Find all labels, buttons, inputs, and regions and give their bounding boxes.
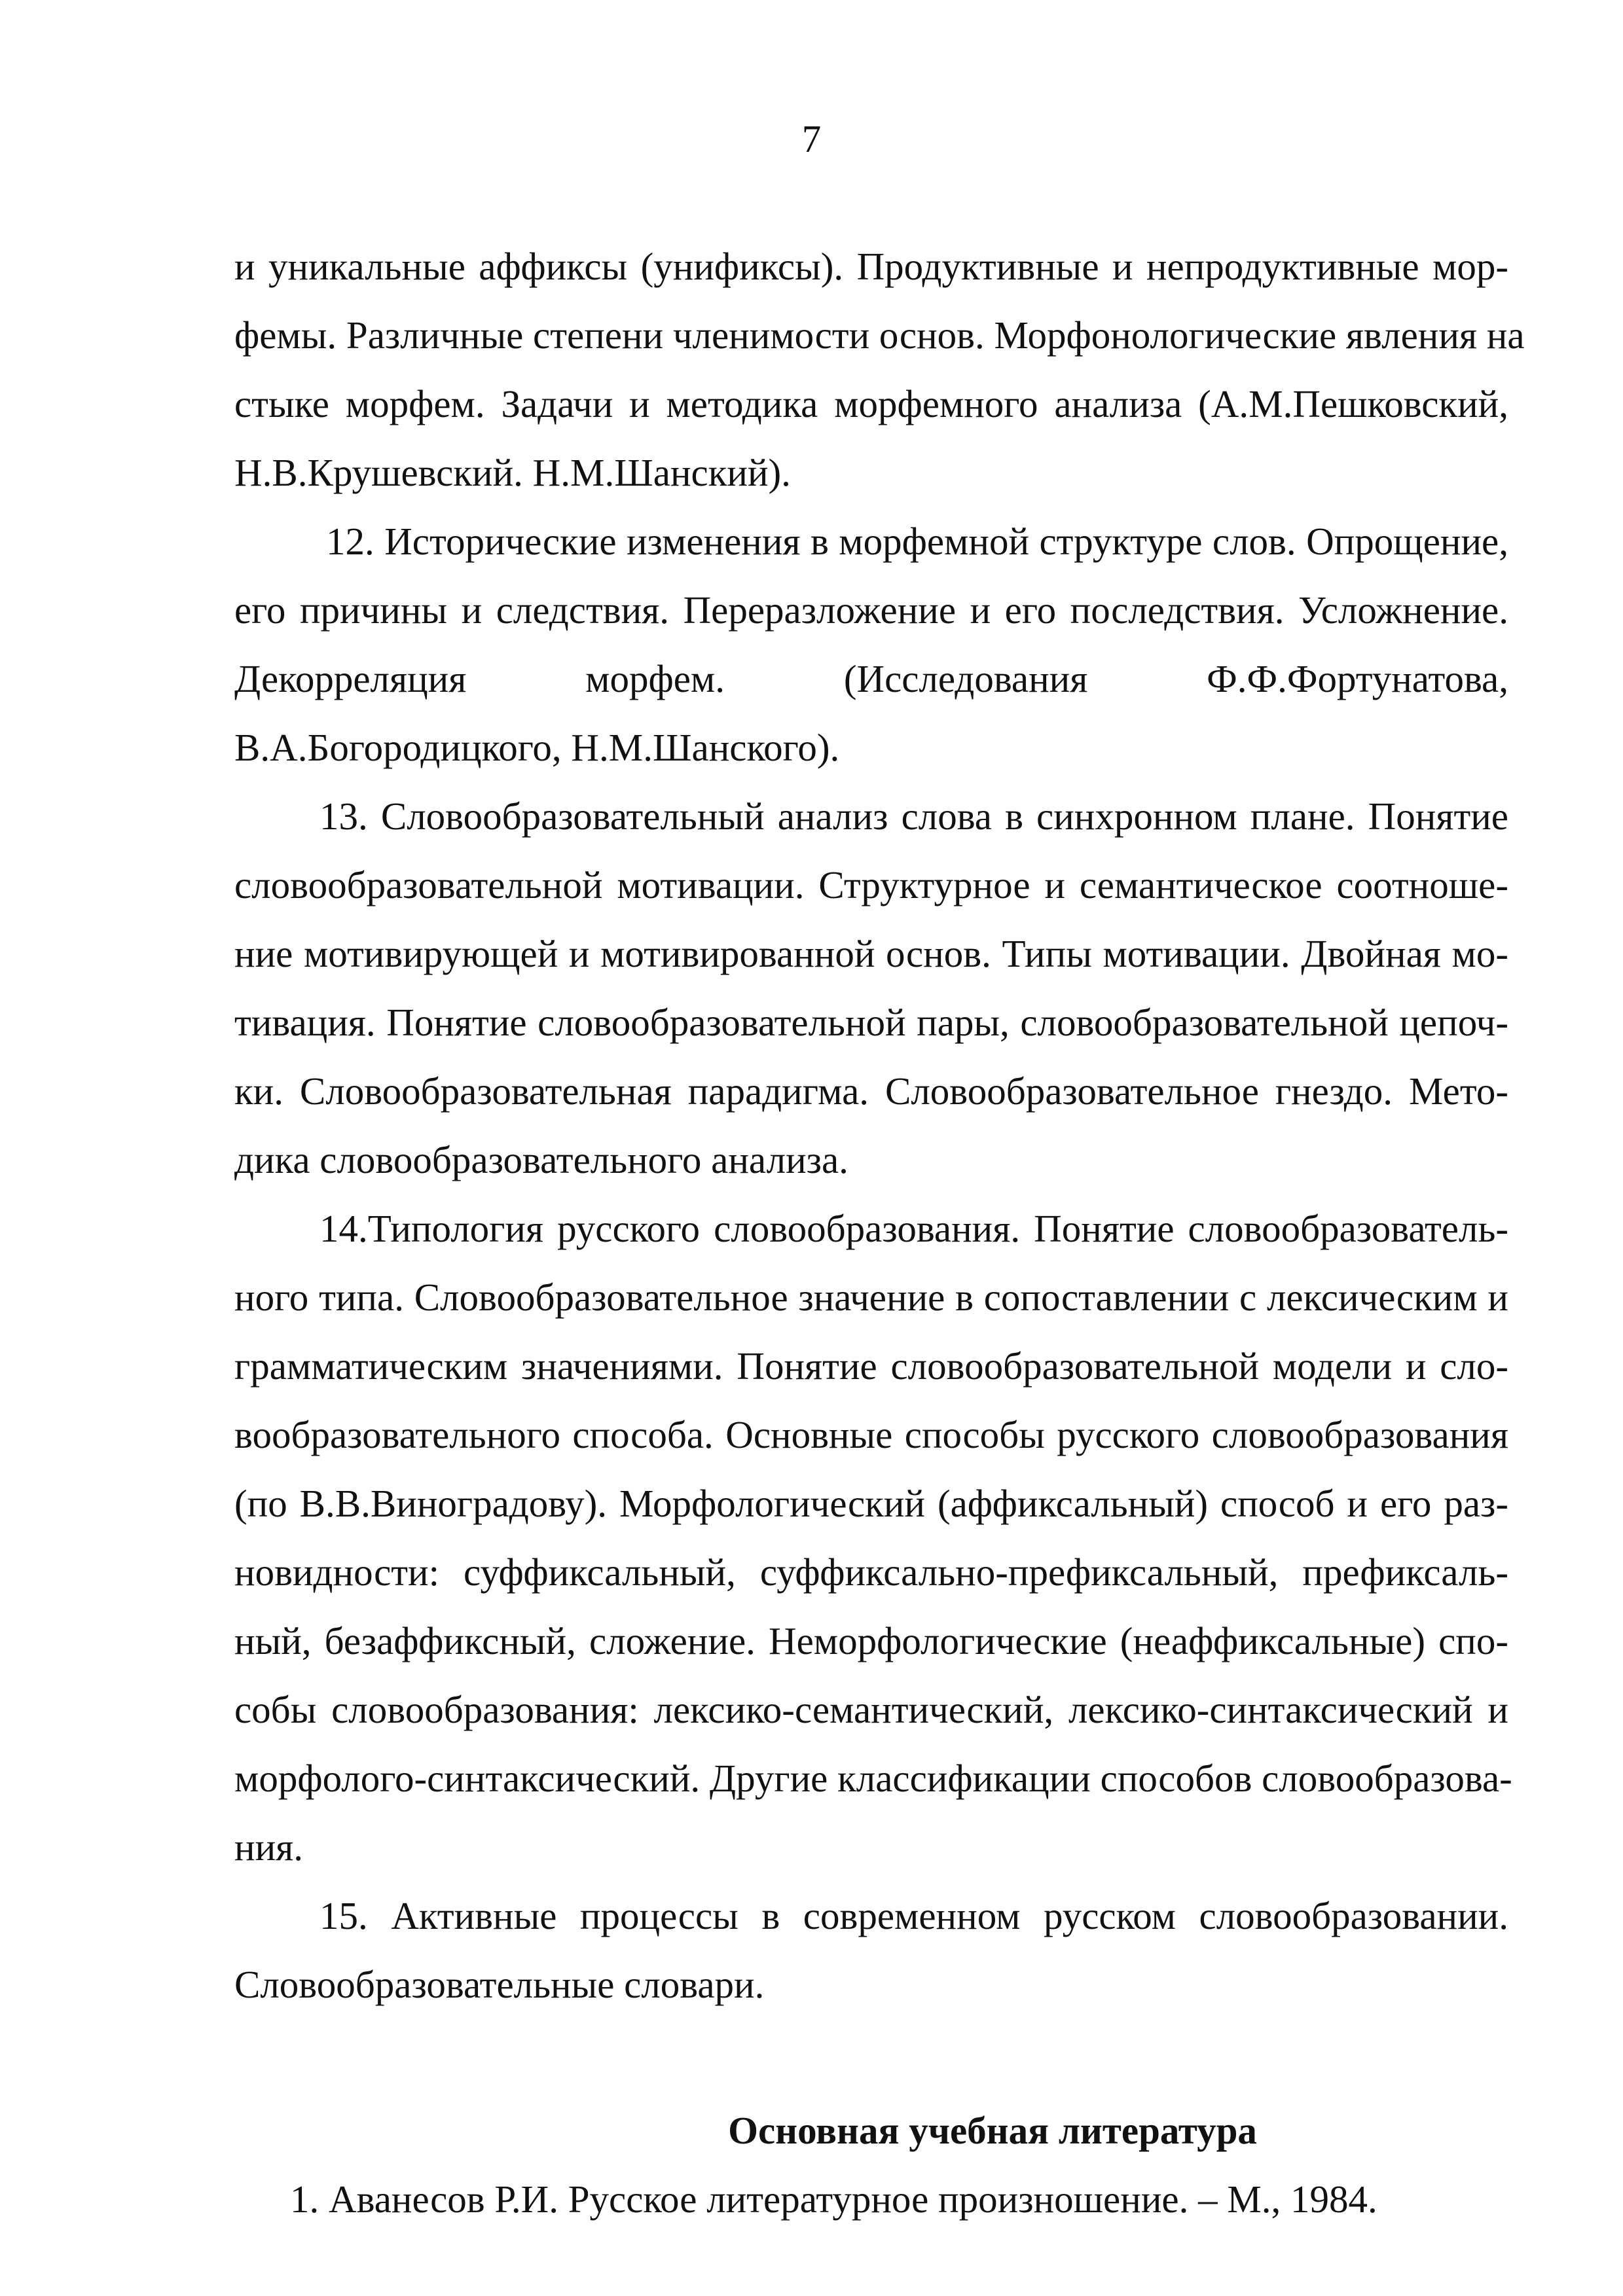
text-line: ного типа. Словообразовательное значение в сопоставлении с лексическим и	[234, 1276, 1508, 1319]
text-line: 13. Словообразовательный анализ слова в синхронном плане. Понятие	[319, 795, 1508, 838]
document-body	[234, 232, 1525, 2234]
text-line: ние мотивирующей и мотивированной основ. Типы мотивации. Двойная мо-	[234, 932, 1508, 975]
text-line: ки. Словообразовательная парадигма. Словообразовательное гнездо. Мето-	[234, 1069, 1508, 1113]
text-line: морфолого-синтаксический. Другие классификации способов словообразова-	[234, 1757, 1512, 1800]
text-line: (по В.В.Виноградову). Морфологический (аффиксальный) способ и его раз-	[234, 1482, 1508, 1525]
text-line: грамматическим значениями. Понятие словообразовательной модели и сло-	[234, 1344, 1508, 1388]
text-line: Н.В.Крушевский. Н.М.Шанский).	[234, 451, 791, 494]
text-line: вообразовательного способа. Основные способы русского словообразования	[234, 1413, 1508, 1456]
paragraph-14	[234, 1194, 1512, 1882]
text-line: фемы. Различные степени членимости основ. Морфонологические явления на	[234, 314, 1525, 357]
paragraph-13	[234, 782, 1508, 1194]
literature-heading: Основная учебная литература	[728, 2109, 1257, 2152]
text-line: стыке морфем. Задачи и методика морфемного анализа (А.М.Пешковский,	[234, 382, 1508, 425]
page-number: 7	[801, 117, 822, 160]
text-line: словообразовательной мотивации. Структурное и семантическое соотноше-	[234, 863, 1508, 906]
text-line: новидности: суффиксальный, суффиксально-префиксальный, префиксаль-	[234, 1551, 1508, 1594]
text-line: 12. Исторические изменения в морфемной структуре слов. Опрощение,	[326, 520, 1508, 563]
literature-list-item: 1. Аванесов Р.И. Русское литературное произношение. – М., 1984.	[290, 2178, 1377, 2221]
text-line: 14.Типология русского словообразования. Понятие словообразователь-	[319, 1207, 1508, 1250]
text-line: ный, безаффиксный, сложение. Неморфологические (неаффиксальные) спо-	[234, 1619, 1508, 1662]
text-line: тивация. Понятие словообразовательной пары, словообразовательной цепоч-	[234, 1001, 1508, 1044]
paragraph-11-continuation	[234, 232, 1525, 507]
text-line: ния.	[234, 1825, 304, 1869]
paragraph-15	[234, 1882, 1508, 2019]
text-line: и уникальные аффиксы (унификсы). Продуктивные и непродуктивные мор-	[234, 245, 1508, 288]
text-line: В.А.Богородицкого, Н.М.Шанского).	[234, 726, 840, 769]
paragraph-12	[234, 507, 1508, 782]
text-line: дика словообразовательного анализа.	[234, 1138, 848, 1181]
text-line: Декорреляция морфем. (Исследования Ф.Ф.Фортунатова,	[234, 657, 1508, 700]
text-line: 15. Активные процессы в современном русском словообразовании.	[319, 1894, 1508, 1937]
text-line: Словообразовательные словари.	[234, 1963, 765, 2006]
text-line: его причины и следствия. Переразложение и его последствия. Усложнение.	[234, 588, 1508, 632]
text-line: собы словообразования: лексико-семантический, лексико-синтаксический и	[234, 1688, 1508, 1731]
